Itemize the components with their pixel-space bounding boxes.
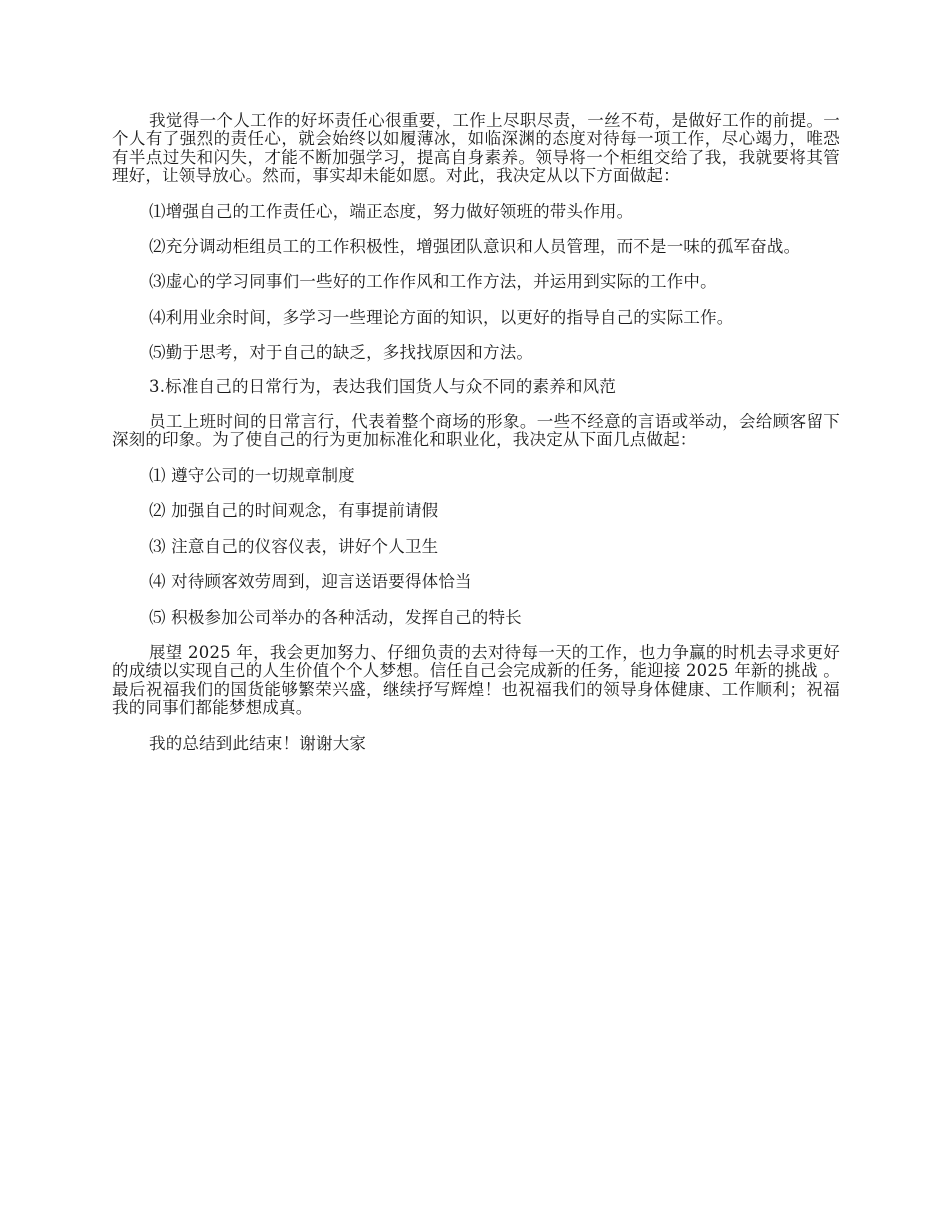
document-page (112, 112, 840, 753)
list-item-responsibility-5: ⑸勤于思考，对于自己的缺乏，多找找原因和方法。 (149, 343, 534, 363)
list-item-conduct-2: ⑵ 加强自己的时间观念，有事提前请假 (149, 501, 439, 521)
section-heading: 3.标准自己的日常行为，表达我们国货人与众不同的素养和风范 (149, 376, 617, 396)
paragraph-closing: 我的总结到此结束！谢谢大家 (149, 733, 367, 753)
list-item-responsibility-4: ⑷利用业余时间，多学习一些理论方面的知识，以更好的指导自己的实际工作。 (149, 307, 734, 327)
list-item-conduct-4: ⑷ 对待顾客效劳周到，迎言送语要得体恰当 (149, 572, 472, 592)
paragraph-responsibility: 我觉得一个人工作的好坏责任心很重要，工作上尽职尽责，一丝不苟，是做好工作的前提。一个人有了强烈的责任心，就会始终以如履薄冰，如临深渊的态度对待每一项工作，尽心竭力，唯恐有半点过失和闪失，才能不断加强学习，提高自身素养。领导将一个柜组交给了我，我就要将其管理好，让领导放心。然而，事实却未能如愿。对此，我决定从以下方面做起： (112, 111, 840, 186)
paragraph-outlook: 展望 2025 年，我会更加努力、仔细负责的去对待每一天的工作，也力争赢的时机去寻求更好的成绩以实现自己的人生价值个个人梦想。信任自己会完成新的任务，能迎接 2025 年新的挑战 。最后祝福我们的国货能够繁荣兴盛，继续抒写辉煌！也祝福我们的领导身体健康、工作顺利；祝福我的同事们都能梦想成真。 (112, 642, 840, 718)
list-item-conduct-3: ⑶ 注意自己的仪容仪表，讲好个人卫生 (149, 536, 439, 556)
list-item-responsibility-2: ⑵充分调动柜组员工的工作积极性，增强团队意识和人员管理，而不是一味的孤军奋战。 (149, 237, 801, 257)
list-item-responsibility-3: ⑶虚心的学习同事们一些好的工作作风和工作方法，并运用到实际的工作中。 (149, 272, 717, 292)
list-item-conduct-5: ⑸ 积极参加公司举办的各种活动，发挥自己的特长 (149, 607, 522, 627)
paragraph-conduct: 员工上班时间的日常言行，代表着整个商场的形象。一些不经意的言语或举动，会给顾客留下深刻的印象。为了使自己的行为更加标准化和职业化，我决定从下面几点做起： (112, 412, 840, 450)
list-item-responsibility-1: ⑴增强自己的工作责任心，端正态度，努力做好领班的带头作用。 (149, 201, 634, 221)
list-item-conduct-1: ⑴ 遵守公司的一切规章制度 (149, 465, 355, 485)
